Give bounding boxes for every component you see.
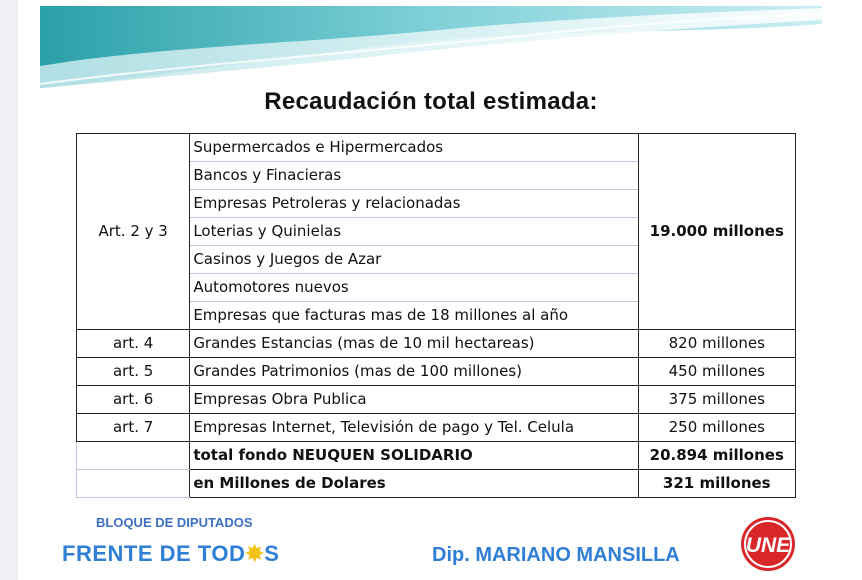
bloque-label: BLOQUE DE DIPUTADOS bbox=[96, 515, 253, 530]
article-cell: art. 4 bbox=[77, 330, 190, 358]
list-item: Empresas Petroleras y relacionadas bbox=[190, 190, 637, 218]
amount-cell: 820 millones bbox=[638, 330, 795, 358]
total-usd-amount-cell: 321 millones bbox=[638, 470, 795, 498]
table-row bbox=[77, 386, 796, 414]
group-items-list bbox=[190, 134, 637, 329]
article-cell: art. 6 bbox=[77, 386, 190, 414]
frente-text-b: S bbox=[264, 541, 280, 566]
header-wave-decoration bbox=[40, 6, 822, 96]
sun-icon: ✸ bbox=[245, 541, 265, 566]
revenue-table bbox=[76, 133, 796, 498]
table-row-group bbox=[77, 134, 796, 330]
list-item: Casinos y Juegos de Azar bbox=[190, 246, 637, 274]
table-row-total-usd bbox=[77, 470, 796, 498]
frente-text-a: FRENTE DE TOD bbox=[62, 541, 246, 566]
description-cell: Empresas Internet, Televisión de pago y Tel. Celula bbox=[190, 414, 638, 442]
une-logo-text: UNE bbox=[745, 534, 791, 557]
table-row bbox=[77, 414, 796, 442]
total-usd-label-cell: en Millones de Dolares bbox=[190, 470, 638, 498]
description-cell: Grandes Patrimonios (mas de 100 millones) bbox=[190, 358, 638, 386]
amount-cell: 450 millones bbox=[638, 358, 795, 386]
frente-de-todos-logo bbox=[62, 541, 279, 567]
slide bbox=[40, 6, 822, 574]
table-row-total bbox=[77, 442, 796, 470]
description-cell: Empresas Obra Publica bbox=[190, 386, 638, 414]
table-row bbox=[77, 330, 796, 358]
page-title: Recaudación total estimada: bbox=[264, 88, 598, 115]
list-item: Loterias y Quinielas bbox=[190, 218, 637, 246]
list-item: Supermercados e Hipermercados bbox=[190, 134, 637, 162]
left-border-strip bbox=[0, 0, 18, 580]
empty-cell bbox=[77, 470, 190, 498]
empty-cell bbox=[77, 442, 190, 470]
total-amount-cell: 20.894 millones bbox=[638, 442, 795, 470]
article-cell: art. 5 bbox=[77, 358, 190, 386]
group-items-cell bbox=[190, 134, 638, 330]
description-cell: Grandes Estancias (mas de 10 mil hectareas) bbox=[190, 330, 638, 358]
une-logo bbox=[738, 514, 798, 574]
amount-cell: 375 millones bbox=[638, 386, 795, 414]
article-cell: art. 7 bbox=[77, 414, 190, 442]
list-item: Empresas que facturas mas de 18 millones al año bbox=[193, 306, 569, 324]
total-label-cell: total fondo NEUQUEN SOLIDARIO bbox=[190, 442, 638, 470]
list-item: Automotores nuevos bbox=[190, 274, 637, 302]
amount-cell: 250 millones bbox=[638, 414, 795, 442]
amount-cell: 19.000 millones bbox=[638, 134, 795, 330]
article-cell: Art. 2 y 3 bbox=[77, 134, 190, 330]
deputy-name: Dip. MARIANO MANSILLA bbox=[432, 544, 680, 566]
table-row bbox=[77, 358, 796, 386]
list-item: Bancos y Finacieras bbox=[190, 162, 637, 190]
